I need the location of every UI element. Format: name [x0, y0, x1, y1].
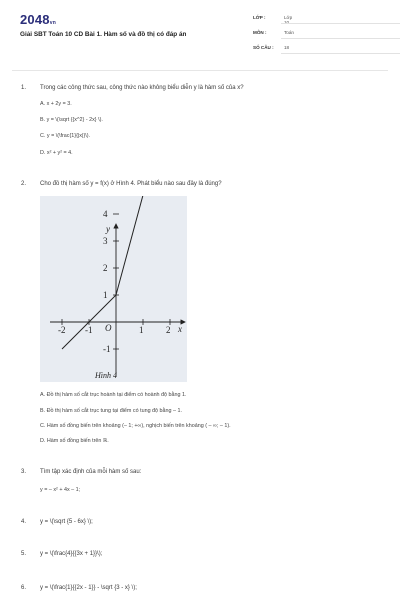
question-text: Tìm tập xác định của mỗi hàm số sau: [40, 469, 142, 475]
option-d: D. Hàm số đồng biến trên ℝ. [40, 438, 109, 444]
question-text: Cho đồ thị hàm số y = f(x) ở Hình 4. Phát biểu nào sau đây là đúng? [40, 181, 222, 187]
page-title: Giải SBT Toán 10 CD Bài 1. Hàm số và đồ thị có đáp án [20, 31, 187, 38]
x-tick-label: 2 [166, 325, 171, 335]
x-tick-label: 1 [139, 325, 144, 335]
page-header: 2048vn Giải SBT Toán 10 CD Bài 1. Hàm số và đồ thị có đáp án LỚP : Lớp 10 MÔN : Toán SỐ CÂU : 18 [0, 0, 400, 72]
option-a: A. x + 2y = 3. [40, 101, 72, 107]
question-number: 6. [21, 585, 27, 591]
option-c: C. y = \(\frac{1}{|x|}\). [40, 133, 90, 139]
question-number: 2. [21, 181, 27, 187]
question-text: y = \(\sqrt {5 - 6x} \); [40, 519, 93, 525]
question-text: Trong các công thức sau, công thức nào không biểu diễn y là hàm số của x? [40, 85, 244, 91]
y-tick-label: 3 [103, 236, 108, 246]
site-logo[interactable]: 2048vn [20, 12, 56, 27]
y-tick-label: 4 [103, 209, 108, 219]
question-number: 4. [21, 519, 27, 525]
question-number: 3. [21, 469, 27, 475]
x-tick-label: -1 [85, 325, 93, 335]
y-tick-label: 1 [103, 290, 108, 300]
option-d: D. x² + y² = 4. [40, 150, 73, 156]
question-number: 5. [21, 551, 27, 557]
header-divider [12, 70, 388, 71]
origin-label: O [105, 323, 112, 333]
x-axis-label: x [178, 324, 182, 334]
option-b: B. y = \(\sqrt {{x^2} - 2x} \). [40, 117, 103, 123]
question-text: y = \(\frac{4}{{3x + 1}}\); [40, 551, 103, 557]
x-tick-label: -2 [58, 325, 66, 335]
option-b: B. Đồ thị hàm số cắt trục tung tại điểm có tung độ bằng – 1. [40, 408, 183, 414]
question-text: y = \(\frac{1}{{2x - 1}} - \sqrt {3 - x} \); [40, 585, 137, 591]
question-number: 1. [21, 85, 27, 91]
figure-caption: Hình 4 [95, 371, 117, 380]
axis-ticks [58, 209, 171, 354]
function-graph [40, 196, 187, 382]
function-graph-figure [40, 196, 187, 382]
option-a: A. Đồ thị hàm số cắt trục hoành tại điểm có hoành độ bằng 1. [40, 392, 187, 398]
option-c: C. Hàm số đồng biến trên khoảng (– 1; +∞), nghịch biến trên khoảng ( – ∞; – 1). [40, 423, 231, 429]
y-axis-label: y [106, 224, 110, 234]
y-tick-label: 2 [103, 263, 108, 273]
formula: y = – x² + 4x – 1; [40, 487, 81, 493]
y-tick-label: -1 [103, 344, 111, 354]
